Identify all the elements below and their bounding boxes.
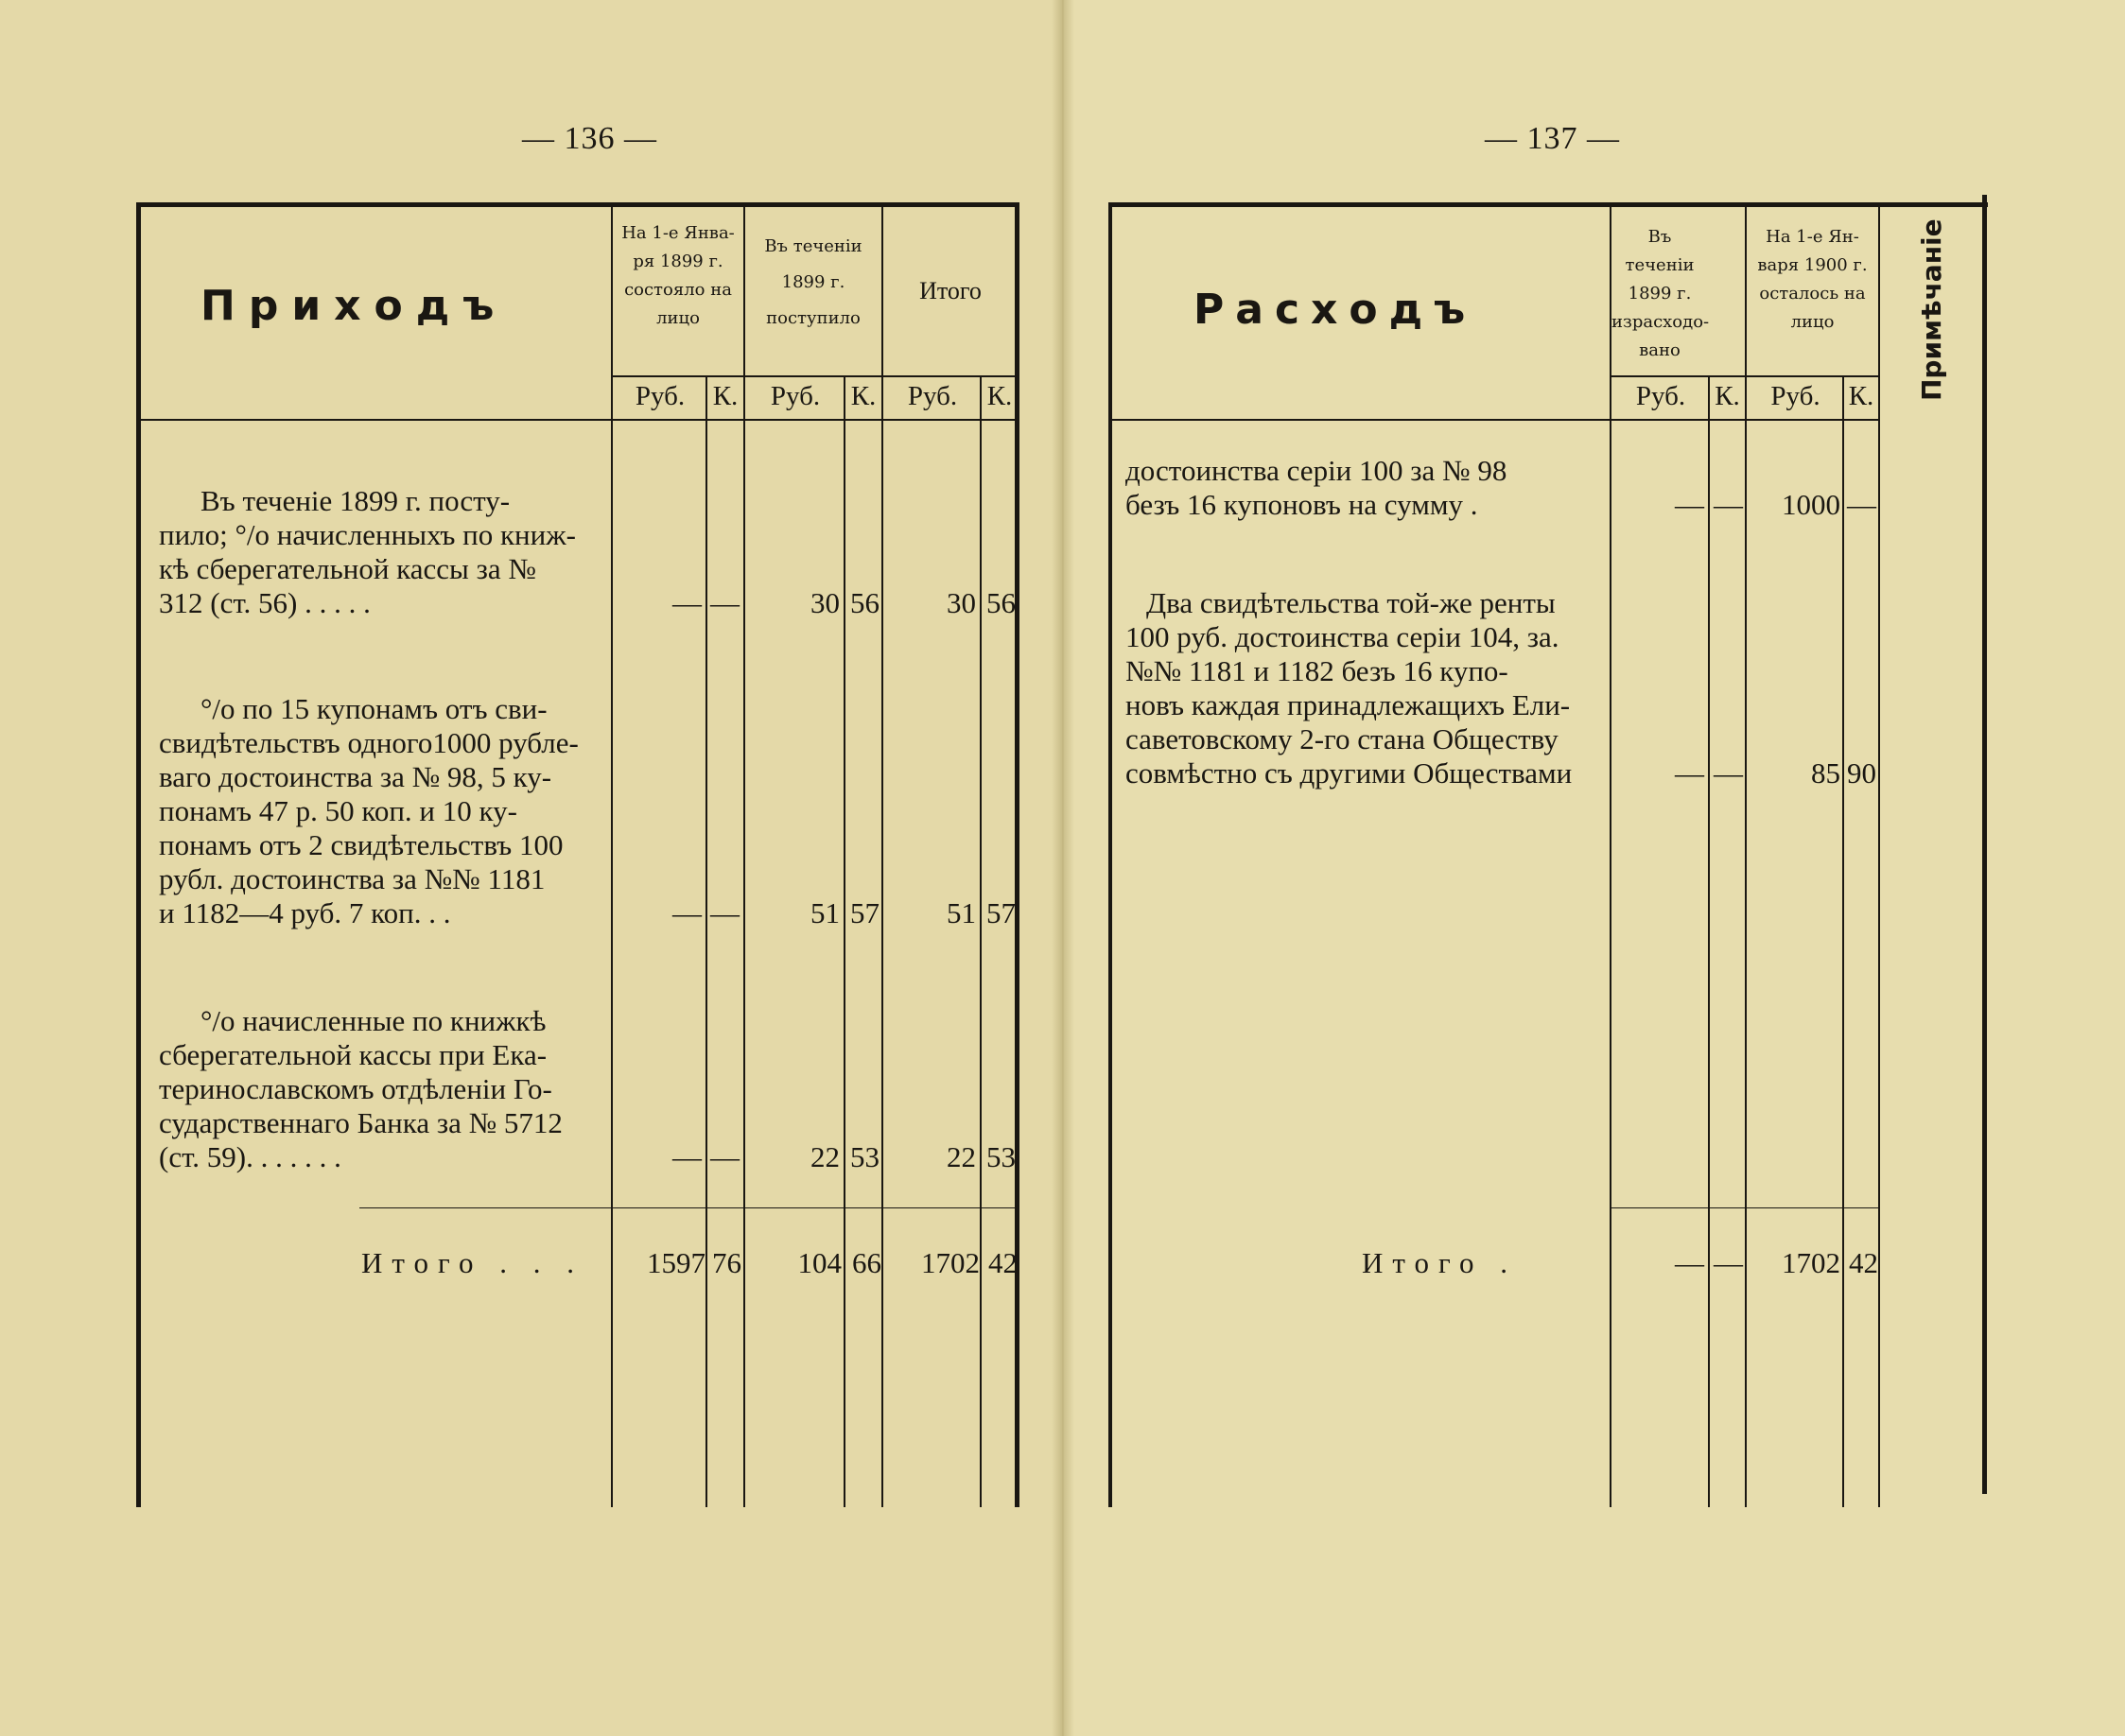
- col-header-notes: Примѣчаніе: [1916, 218, 1947, 401]
- col-header-spent-1899: Въ теченіи 1899 г. израсходо- вано: [1611, 227, 1710, 360]
- expense-entry-text: достоинства серіи 100 за № 98 безъ 16 купоновъ на сумму .: [1125, 454, 1507, 521]
- total-during-kop: 66: [852, 1246, 881, 1279]
- total-kop-value: 53: [986, 1140, 1016, 1173]
- left-rub-value: 1000: [1782, 488, 1840, 521]
- total-kop-value: 56: [986, 586, 1016, 619]
- unit-kop: К.: [1715, 381, 1740, 411]
- total-rub-value: 30: [947, 586, 976, 619]
- col-header-total: Итого: [919, 277, 982, 304]
- total-left-rub: 1702: [1782, 1246, 1840, 1279]
- spent-kop-value: —: [1714, 488, 1743, 521]
- during-rub-value: 51: [810, 896, 840, 929]
- income-entry-text: Въ теченіе 1899 г. посту- пило; °/о начисленныхъ по книж- кѣ сберегательной кассы за № 312 (ст. 56) . . . . .: [159, 484, 576, 619]
- during-rub-value: 30: [810, 586, 840, 619]
- total-jan-kop: 76: [712, 1246, 741, 1279]
- unit-kop: К.: [712, 381, 739, 411]
- spent-kop-value: —: [1714, 756, 1743, 790]
- unit-rub: Руб.: [907, 381, 958, 411]
- total-total-rub: 1702: [921, 1246, 980, 1279]
- unit-kop: К.: [850, 381, 877, 411]
- left-kop-value: 90: [1847, 756, 1876, 790]
- col-header-jan1-1899: На 1-е Янва- ря 1899 г. состояло на лицо: [621, 223, 735, 328]
- income-total-label: Итого . . .: [361, 1246, 584, 1279]
- during-kop-value: 57: [850, 896, 880, 929]
- total-spent-kop: —: [1714, 1246, 1743, 1279]
- left-rub-value: 85: [1811, 756, 1840, 790]
- left-page-number: — 136 —: [522, 121, 657, 156]
- during-rub-value: 22: [810, 1140, 840, 1173]
- total-jan-rub: 1597: [647, 1246, 705, 1279]
- total-during-rub: 104: [797, 1246, 842, 1279]
- expense-total-label: Итого .: [1362, 1246, 1517, 1279]
- total-kop-value: 57: [986, 896, 1016, 929]
- book-gutter: [1052, 0, 1074, 1736]
- income-entry-text: °/о по 15 купонамъ отъ сви- свидѣтельствъ одного1000 рубле- ваго достоинства за № 98, 5 ку- понамъ 47 р. 50 коп. и 10 ку- понамъ отъ 2 свидѣтельствъ 100 рубл. достоинства за №№ 1181 и 1182—4 руб. 7 коп. . .: [159, 692, 579, 929]
- expense-entry-text: Два свидѣтельства той-же ренты 100 руб. достоинства серіи 104, за. №№ 1181 и 1182 безъ 16 купо- новъ каждая принадлежащихъ Ели- саветовскому 2-го стана Обществу совмѣстно съ другими Обществами: [1125, 586, 1573, 790]
- income-title: Приходъ: [200, 282, 508, 330]
- unit-rub: Руб.: [1770, 381, 1820, 411]
- jan-kop-value: —: [710, 896, 740, 929]
- total-spent-rub: —: [1675, 1246, 1704, 1279]
- jan-kop-value: —: [710, 586, 740, 619]
- total-total-kop: 42: [988, 1246, 1018, 1279]
- expense-title: Расходъ: [1193, 286, 1477, 334]
- unit-rub: Руб.: [635, 381, 686, 411]
- jan-rub-value: —: [672, 896, 702, 929]
- income-entry-text: °/о начисленные по книжкѣ сберегательной кассы при Ека- теринославскомъ отдѣленіи Го- сударственнаго Банка за № 5712 (ст. 59). . . . . . .: [159, 1004, 563, 1173]
- left-kop-value: —: [1847, 488, 1876, 521]
- unit-kop: К.: [986, 381, 1013, 411]
- unit-rub: Руб.: [1635, 381, 1686, 411]
- unit-rub: Руб.: [770, 381, 821, 411]
- total-left-kop: 42: [1849, 1246, 1878, 1279]
- spent-rub-value: —: [1675, 756, 1704, 790]
- col-header-jan1-1900: На 1-е Ян- варя 1900 г. осталось на лицо: [1757, 227, 1868, 332]
- jan-kop-value: —: [710, 1140, 740, 1173]
- jan-rub-value: —: [672, 1140, 702, 1173]
- right-page: [1063, 0, 2125, 1736]
- during-kop-value: 56: [850, 586, 880, 619]
- col-header-during-1899: Въ теченіи 1899 г. поступило: [764, 236, 862, 328]
- total-rub-value: 51: [947, 896, 976, 929]
- jan-rub-value: —: [672, 586, 702, 619]
- total-rub-value: 22: [947, 1140, 976, 1173]
- unit-kop: К.: [1848, 381, 1874, 411]
- spent-rub-value: —: [1675, 488, 1704, 521]
- right-page-number: — 137 —: [1485, 121, 1620, 156]
- during-kop-value: 53: [850, 1140, 880, 1173]
